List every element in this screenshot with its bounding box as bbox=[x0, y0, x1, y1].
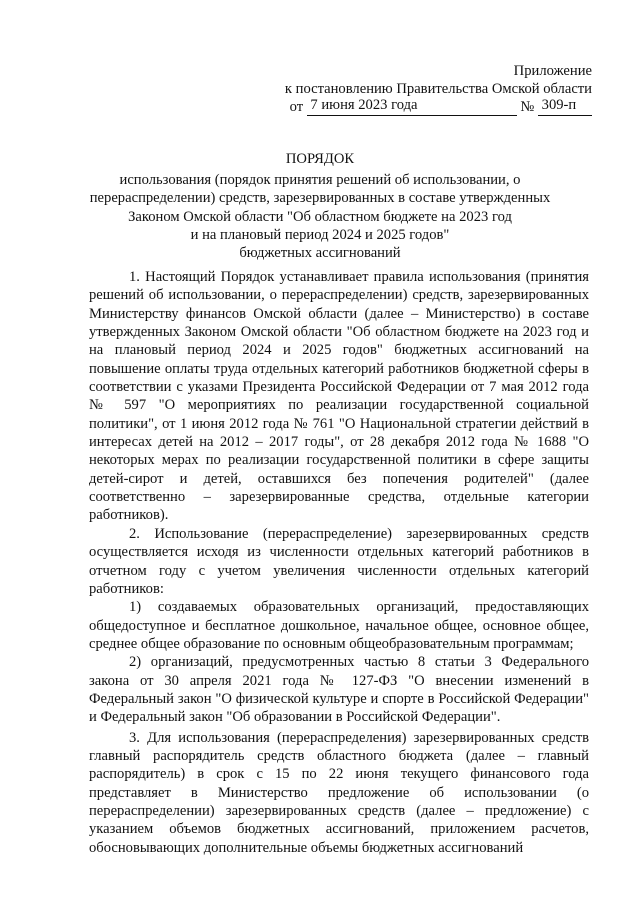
title-line: использования (порядок принятия решений об использовании, о bbox=[119, 172, 521, 189]
resolution-number: 309-п bbox=[538, 98, 592, 116]
title-line: перераспределении) средств, зарезервированных в составе утвержденных bbox=[89, 190, 551, 207]
title-line: и на плановый период 2024 и 2025 годов" bbox=[190, 226, 450, 243]
paragraph-3: 3. Для использования (перераспределения) зарезервированных средств главный распорядитель средств областного бюджета (далее – главный распорядитель) в срок с 15 по 22 июня текущего финансового года представляет в Министерство предложение об использовании (о перераспределении) зарезервированных средств (далее – предложение) с указанием объемов бюджетных ассигнований, приложением расчетов, обосновывающих дополнительные объемы бюджетных ассигнований bbox=[89, 729, 589, 856]
appendix-header bbox=[285, 62, 592, 116]
paragraph-2: 2. Использование (перераспределение) зарезервированных средств осуществляется исходя из численности отдельных категорий работников в отчетном году с учетом увеличения численности отдельных категорий работников: bbox=[89, 525, 589, 597]
appendix-label: Приложение bbox=[513, 63, 592, 79]
paragraph-1: 1. Настоящий Порядок устанавливает правила использования (принятия решений об использовании, о перераспределении) средств, зарезервированных Министерству финансов Омской области (далее – Министерство) в составе утвержденных Законом Омской области "Об областном бюджете на 2023 год и на плановый период 2024 и 2025 годов" бюджетных ассигнований на повышение оплаты труда отдельных категорий работников бюджетной сферы в соответствии с указами Президента Российской Федерации от 7 мая 2012 года № 597 "О мероприятиях по реализации государственной социальной политики", от 1 июня 2012 года № 761 "О Национальной стратегии действий в интересах детей на 2012 – 2017 годы", от 28 декабря 2012 года № 1688 "О некоторых мерах по реализации государственной политики в сфере защиты детей-сирот и детей, оставшихся без попечения родителей" (далее соответственно – зарезервированные средства, отдельные категории работников). bbox=[89, 269, 589, 524]
document-body bbox=[89, 268, 589, 857]
title-heading: ПОРЯДОК bbox=[285, 151, 355, 167]
date-prefix: от bbox=[289, 99, 304, 115]
paragraph-2-item-2: 2) организаций, предусмотренных частью 8 статьи 3 Федерального закона от 30 апреля 2021 года № 127-ФЗ "О внесении изменений в Федеральный закон "О физической культуре и спорте в Российской Федерации" и Федеральный закон "Об образовании в Российской Федерации". bbox=[89, 654, 589, 726]
resolution-reference: к постановлению Правительства Омской области bbox=[284, 81, 592, 97]
title-line: Законом Омской области "Об областном бюджете на 2023 год bbox=[128, 208, 512, 225]
paragraph-2-item-1: 1) создаваемых образовательных организаций, предоставляющих общедоступное и бесплатное дошкольное, начальное общее, основное общее, среднее общее образование по основным общеобразовательным программам; bbox=[89, 599, 589, 652]
number-prefix: № bbox=[520, 99, 535, 115]
document-title bbox=[88, 150, 552, 262]
title-line: бюджетных ассигнований bbox=[239, 245, 401, 262]
resolution-date-number bbox=[285, 98, 592, 116]
resolution-date: 7 июня 2023 года bbox=[307, 98, 517, 116]
